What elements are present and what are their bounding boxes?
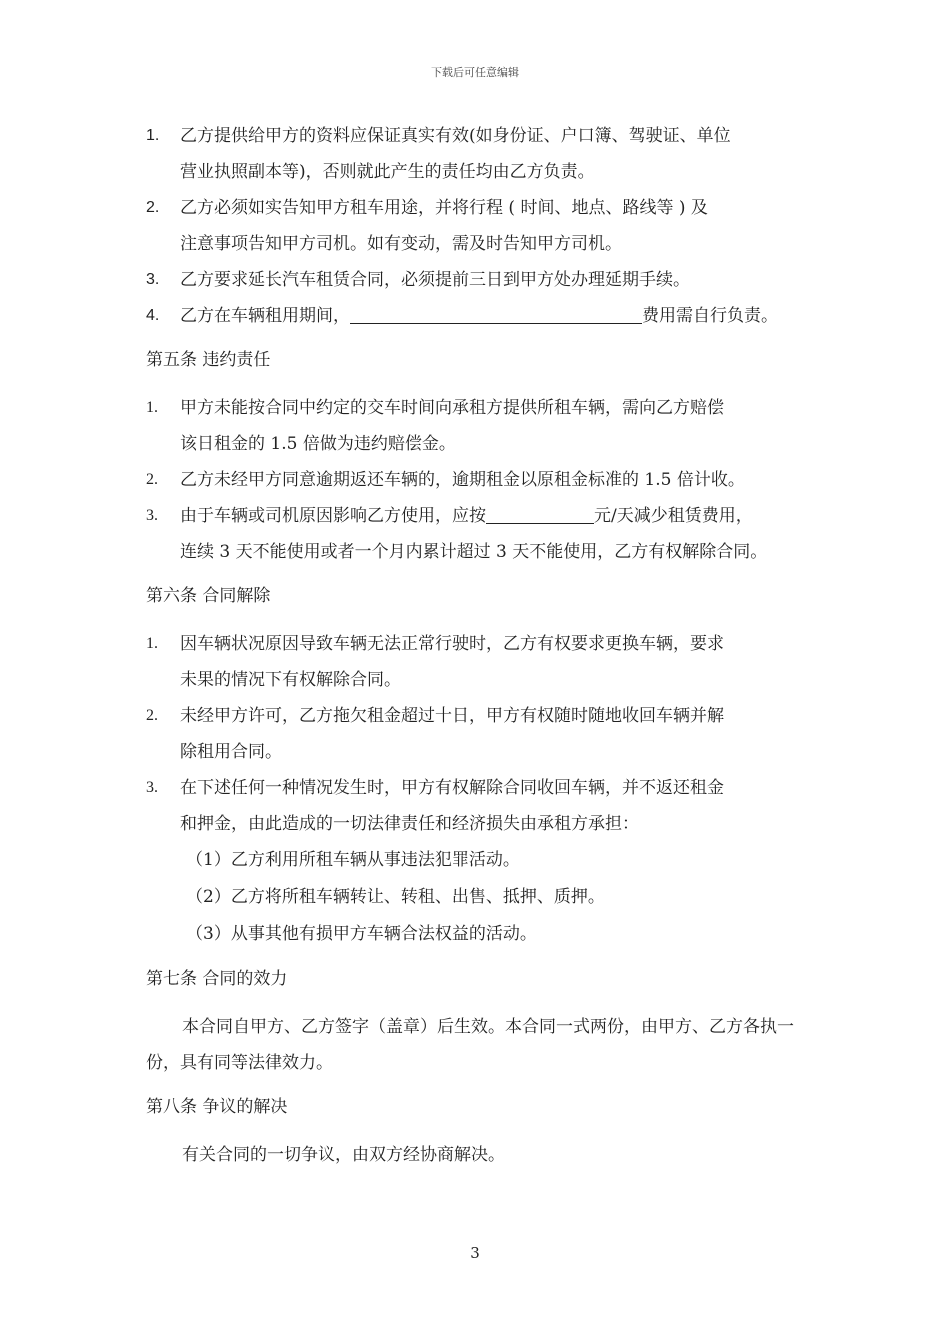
list-number: 3. xyxy=(146,271,160,288)
list-text: 乙方必须如实告知甲方租车用途，并将行程 ( 时间、地点、路线等 ) 及 xyxy=(180,198,708,218)
section-heading: 第五条 违约责任 xyxy=(146,350,271,370)
list-item xyxy=(146,462,814,498)
list-text: 连续 3 天不能使用或者一个月内累计超过 3 天不能使用，乙方有权解除合同。 xyxy=(180,542,768,562)
list-item xyxy=(146,190,814,262)
list-item xyxy=(146,298,814,334)
section-heading: 第七条 合同的效力 xyxy=(146,969,288,989)
list-text: 除租用合同。 xyxy=(180,742,282,762)
list-text: 乙方提供给甲方的资料应保证真实有效(如身份证、户口簿、驾驶证、单位 xyxy=(180,126,731,146)
list-text: 未经甲方许可，乙方拖欠租金超过十日，甲方有权随时随地收回车辆并解 xyxy=(180,706,724,726)
list-text: 和押金，由此造成的一切法律责任和经济损失由承租方承担： xyxy=(180,814,639,834)
list-number: 1. xyxy=(146,399,158,416)
paragraph: 有关合同的一切争议，由双方经协商解决。 xyxy=(182,1145,505,1165)
sub-item: （1）乙方利用所租车辆从事违法犯罪活动。 xyxy=(186,850,520,870)
list-text: 乙方要求延长汽车租赁合同，必须提前三日到甲方处办理延期手续。 xyxy=(180,270,690,290)
fill-in-blank[interactable] xyxy=(486,503,594,524)
list-item xyxy=(146,118,814,190)
fill-in-blank[interactable] xyxy=(350,303,642,324)
list-number: 1. xyxy=(146,635,158,652)
sub-item: （2）乙方将所租车辆转让、转租、出售、抵押、质押。 xyxy=(186,887,605,907)
list-item xyxy=(146,626,814,698)
list-item xyxy=(146,498,814,570)
list-item xyxy=(146,770,814,842)
section-heading: 第六条 合同解除 xyxy=(146,586,271,606)
list-text: 在下述任何一种情况发生时，甲方有权解除合同收回车辆，并不返还租金 xyxy=(180,778,724,798)
list-text: 乙方在车辆租用期间， xyxy=(180,306,350,326)
list-item xyxy=(146,698,814,770)
page-number: 3 xyxy=(470,1244,480,1262)
list-text: 元/天减少租赁费用， xyxy=(594,506,753,526)
document-body xyxy=(146,118,814,1173)
list-text: 注意事项告知甲方司机。如有变动，需及时告知甲方司机。 xyxy=(180,234,622,254)
list-text: 未果的情况下有权解除合同。 xyxy=(180,670,401,690)
list-number: 3. xyxy=(146,507,158,524)
list-text: 营业执照副本等)，否则就此产生的责任均由乙方负责。 xyxy=(180,162,595,182)
list-text: 甲方未能按合同中约定的交车时间向承租方提供所租车辆，需向乙方赔偿 xyxy=(180,398,724,418)
list-text: 乙方未经甲方同意逾期返还车辆的，逾期租金以原租金标准的 1.5 倍计收。 xyxy=(180,470,745,490)
list-number: 4. xyxy=(146,307,160,324)
page-header: 下载后可任意编辑 xyxy=(431,66,519,79)
list-item xyxy=(146,262,814,298)
section-heading: 第八条 争议的解决 xyxy=(146,1097,288,1117)
list-text: 费用需自行负责。 xyxy=(642,306,778,326)
list-text: 由于车辆或司机原因影响乙方使用，应按 xyxy=(180,506,486,526)
paragraph: 本合同自甲方、乙方签字（盖章）后生效。本合同一式两份，由甲方、乙方各执一份，具有同等法律效力。 xyxy=(146,1017,794,1073)
list-number: 1. xyxy=(146,127,160,144)
list-number: 2. xyxy=(146,707,158,724)
list-text: 该日租金的 1.5 倍做为违约赔偿金。 xyxy=(180,434,456,454)
list-text: 因车辆状况原因导致车辆无法正常行驶时，乙方有权要求更换车辆，要求 xyxy=(180,634,724,654)
sub-item: （3）从事其他有损甲方车辆合法权益的活动。 xyxy=(186,924,537,944)
list-item xyxy=(146,390,814,462)
list-number: 3. xyxy=(146,779,158,796)
list-number: 2. xyxy=(146,199,160,216)
list-number: 2. xyxy=(146,471,158,488)
